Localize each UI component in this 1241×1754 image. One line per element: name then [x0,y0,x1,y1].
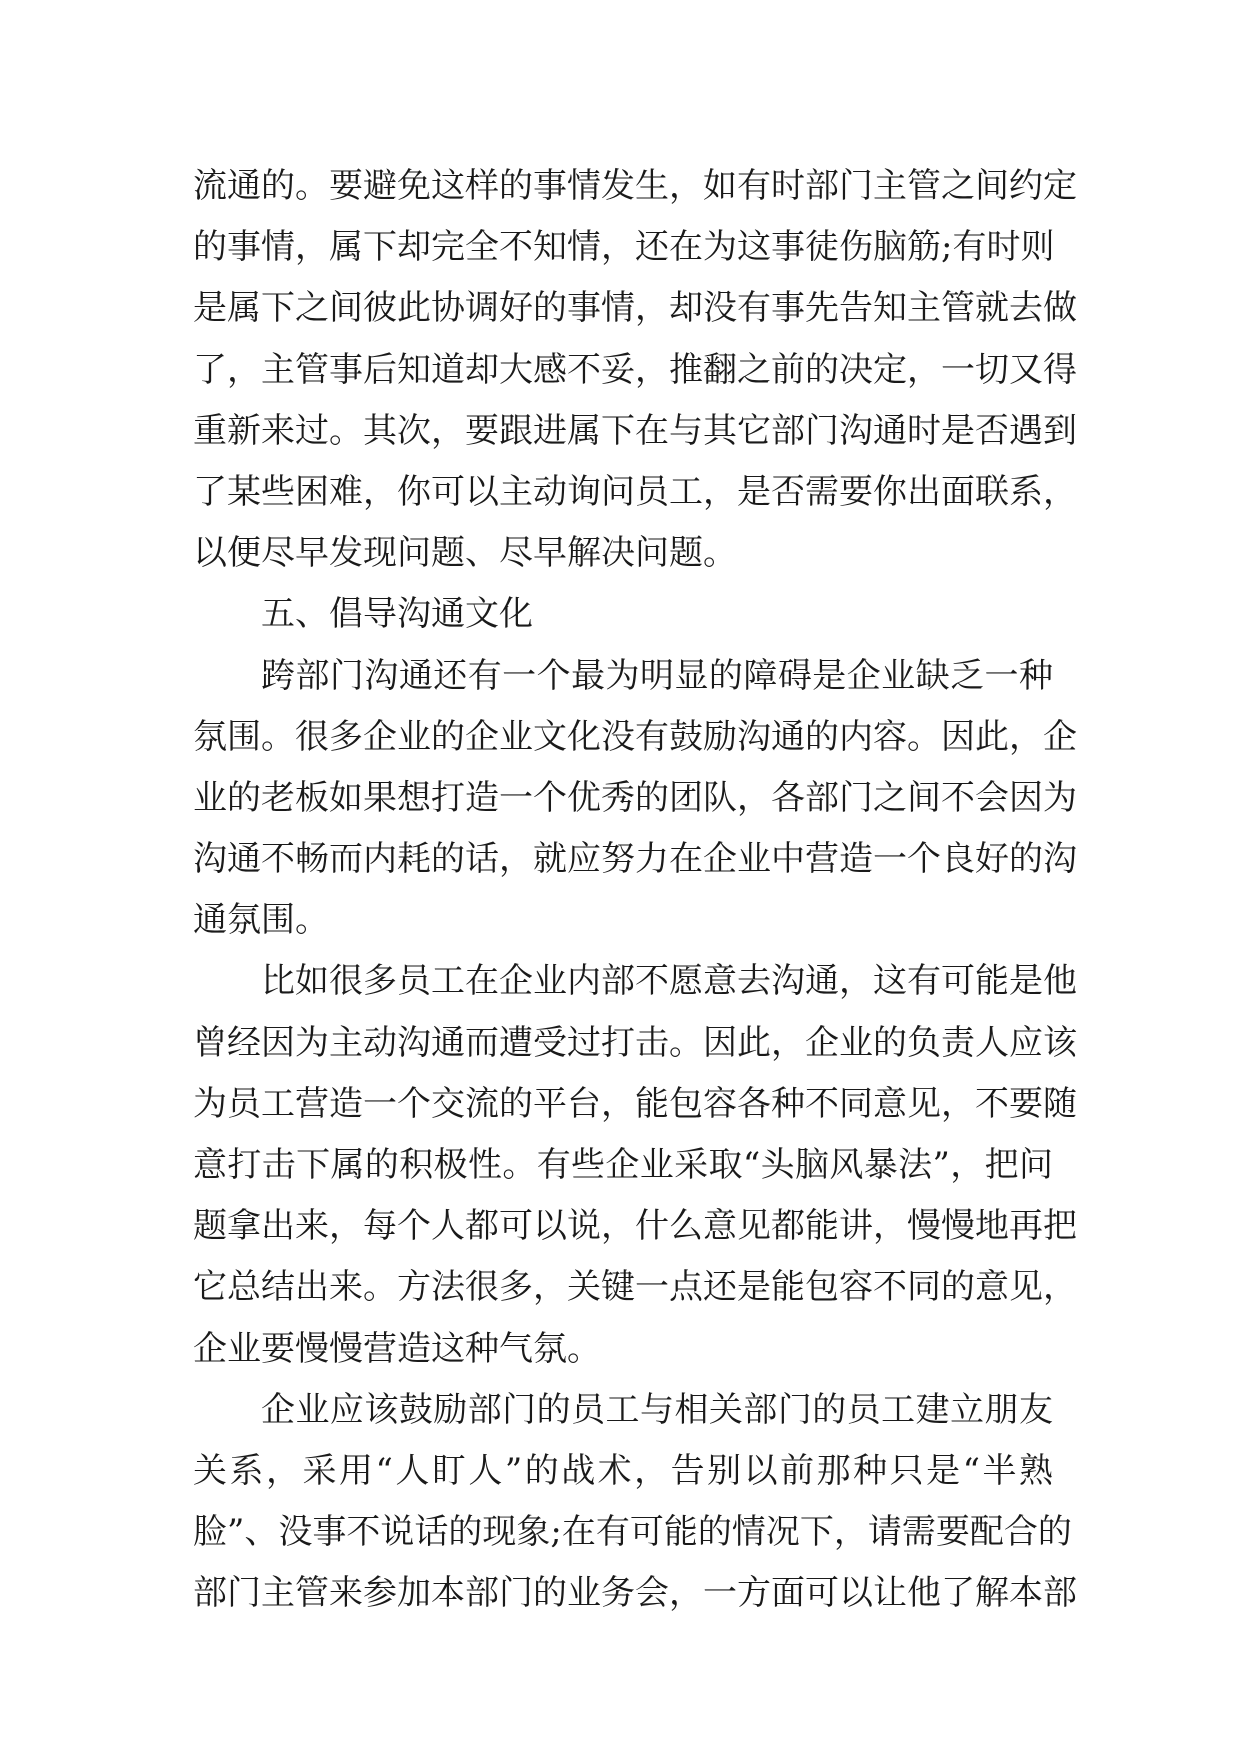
text-line: 了某些困难，你可以主动询问员工，是否需要你出面联系， [193,471,1077,512]
text-line: 跨部门沟通还有一个最为明显的障碍是企业缺乏一种 [261,655,1053,696]
text-line: 为员工营造一个交流的平台，能包容各种不同意见，不要随 [193,1083,1077,1124]
text-line: 意打击下属的积极性。有些企业采取“头脑风暴法”，把问 [193,1145,1053,1185]
text-line: 是属下之间彼此协调好的事情，却没有事先告知主管就去做 [193,288,1077,329]
text-line: 曾经因为主动沟通而遭受过打击。因此，企业的负责人应该 [193,1022,1077,1063]
text-line: 重新来过。其次，要跟进属下在与其它部门沟通时是否遇到 [193,410,1077,451]
body-text [193,156,1077,1625]
text-line: 通氛围。 [193,900,329,941]
text-line: 以便尽早发现问题、尽早解决问题。 [193,533,737,574]
text-line: 它总结出来。方法很多，关键一点还是能包容不同的意见， [193,1267,1077,1308]
text-line: 了，主管事后知道却大感不妥，推翻之前的决定，一切又得 [193,349,1077,390]
text-line: 题拿出来，每个人都可以说，什么意见都能讲，慢慢地再把 [193,1206,1077,1247]
section-heading: 五、倡导沟通文化 [261,594,533,635]
text-line: 沟通不畅而内耗的话，就应努力在企业中营造一个良好的沟 [193,839,1077,880]
text-line: 关系，采用“人盯人”的战术，告别以前那种只是“半熟 [193,1450,1053,1491]
text-line: 部门主管来参加本部门的业务会，一方面可以让他了解本部 [193,1573,1077,1614]
text-line: 脸”、没事不说话的现象;在有可能的情况下，请需要配合的 [193,1512,1072,1553]
text-line: 业的老板如果想打造一个优秀的团队，各部门之间不会因为 [193,777,1077,818]
text-line: 比如很多员工在企业内部不愿意去沟通，这有可能是他 [261,961,1077,1002]
text-line: 企业要慢慢营造这种气氛。 [193,1328,601,1369]
text-line: 的事情，属下却完全不知情，还在为这事徒伤脑筋;有时则 [193,227,1055,268]
text-line: 企业应该鼓励部门的员工与相关部门的员工建立朋友 [261,1389,1053,1430]
text-line: 氛围。很多企业的企业文化没有鼓励沟通的内容。因此，企 [193,716,1077,757]
text-line: 流通的。要避免这样的事情发生，如有时部门主管之间约定 [193,166,1077,206]
